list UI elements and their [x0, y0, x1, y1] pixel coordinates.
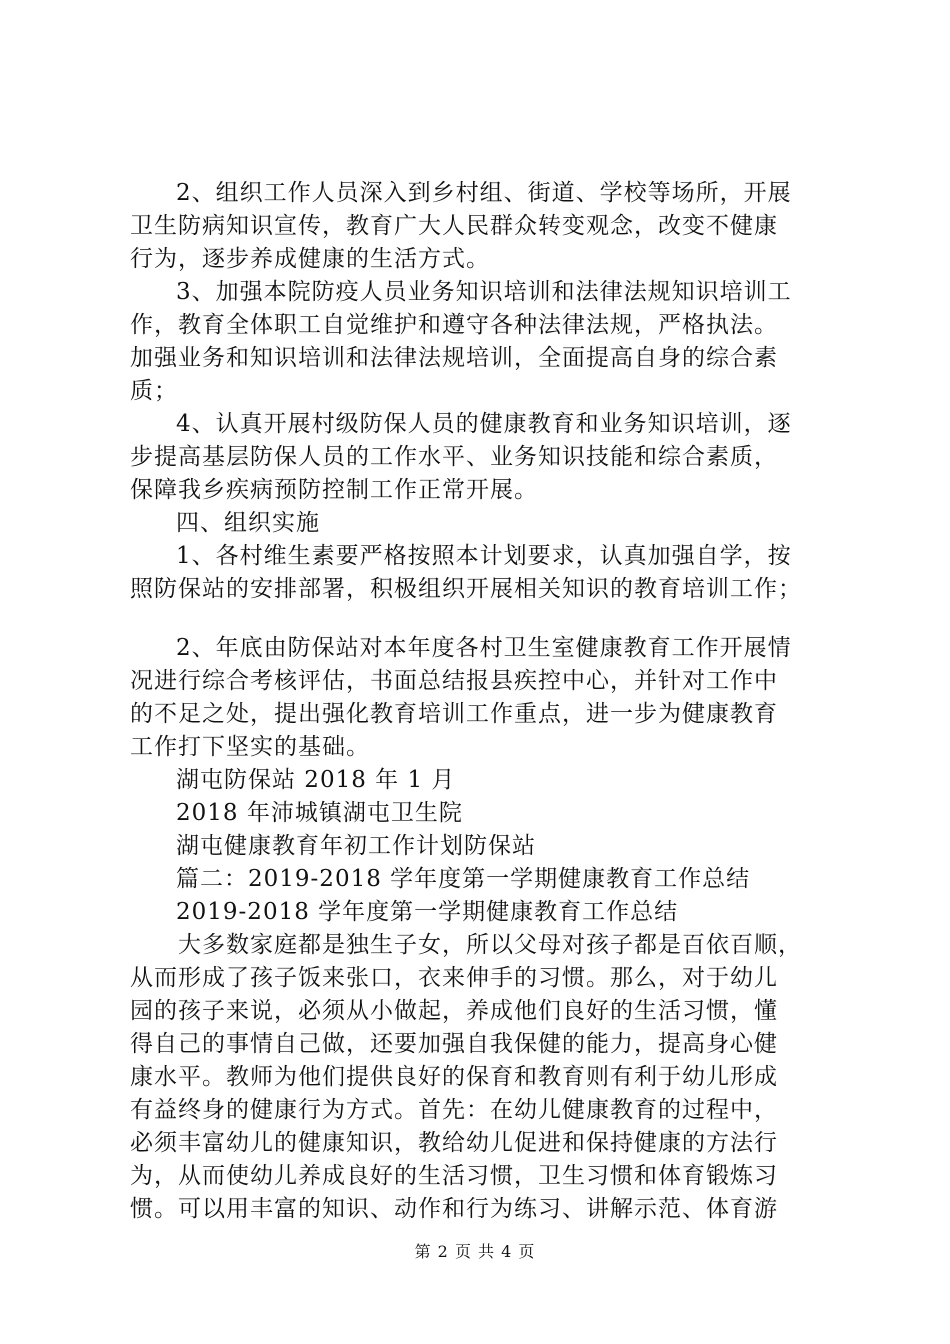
paragraph-line: 步提高基层防保人员的工作水平、业务知识技能和综合素质，	[130, 444, 778, 470]
signature-line: 湖屯健康教育年初工作计划防保站	[176, 833, 536, 859]
signature-line: 2018 年沛城镇湖屯卫生院	[176, 800, 463, 826]
paragraph-line: 必须丰富幼儿的健康知识，教给幼儿促进和保持健康的方法行	[130, 1130, 778, 1156]
paragraph-line: 惯。可以用丰富的知识、动作和行为练习、讲解示范、体育游	[130, 1196, 778, 1222]
paragraph-line: 加强业务和知识培训和法律法规培训，全面提高自身的综合素	[130, 345, 778, 371]
paragraph-line: 有益终身的健康行为方式。首先：在幼儿健康教育的过程中，	[130, 1097, 778, 1123]
page-footer: 第 2 页 共 4 页	[414, 1242, 536, 1261]
section-heading: 四、组织实施	[176, 510, 320, 536]
paragraph-line: 行为，逐步养成健康的生活方式。	[130, 246, 490, 272]
paragraph-line: 4、认真开展村级防保人员的健康教育和业务知识培训，逐	[176, 411, 792, 437]
paragraph-line: 卫生防病知识宣传，教育广大人民群众转变观念，改变不健康	[130, 213, 778, 239]
paragraph-line: 况进行综合考核评估，书面总结报县疾控中心，并针对工作中	[130, 668, 778, 694]
paragraph-line: 照防保站的安排部署，积极组织开展相关知识的教育培训工作；	[130, 576, 802, 602]
paragraph-line: 质；	[130, 378, 178, 404]
paragraph-line: 康水平。教师为他们提供良好的保育和教育则有利于幼儿形成	[130, 1064, 778, 1090]
section-heading: 篇二：2019-2018 学年度第一学期健康教育工作总结	[176, 866, 751, 892]
paragraph-line: 2、组织工作人员深入到乡村组、街道、学校等场所，开展	[176, 180, 792, 206]
paragraph-line: 为，从而使幼儿养成良好的生活习惯，卫生习惯和体育锻炼习	[130, 1163, 778, 1189]
paragraph-line: 工作打下坚实的基础。	[130, 734, 370, 760]
signature-line: 湖屯防保站 2018 年 1 月	[176, 767, 456, 793]
paragraph-line: 作，教育全体职工自觉维护和遵守各种法律法规，严格执法。	[130, 312, 778, 338]
paragraph-line: 从而形成了孩子饭来张口，衣来伸手的习惯。那么，对于幼儿	[130, 965, 778, 991]
paragraph-line: 3、加强本院防疫人员业务知识培训和法律法规知识培训工	[176, 279, 792, 305]
paragraph-line: 保障我乡疾病预防控制工作正常开展。	[130, 477, 538, 503]
paragraph-line: 大多数家庭都是独生子女，所以父母对孩子都是百依百顺，	[178, 932, 802, 958]
paragraph-line: 园的孩子来说，必须从小做起，养成他们良好的生活习惯，懂	[130, 998, 778, 1024]
section-title: 2019-2018 学年度第一学期健康教育工作总结	[176, 899, 679, 925]
paragraph-line: 2、年底由防保站对本年度各村卫生室健康教育工作开展情	[176, 635, 792, 661]
paragraph-line: 得自己的事情自己做，还要加强自我保健的能力，提高身心健	[130, 1031, 778, 1057]
paragraph-line: 1、各村维生素要严格按照本计划要求，认真加强自学，按	[176, 543, 792, 569]
paragraph-line: 的不足之处，提出强化教育培训工作重点，进一步为健康教育	[130, 701, 778, 727]
